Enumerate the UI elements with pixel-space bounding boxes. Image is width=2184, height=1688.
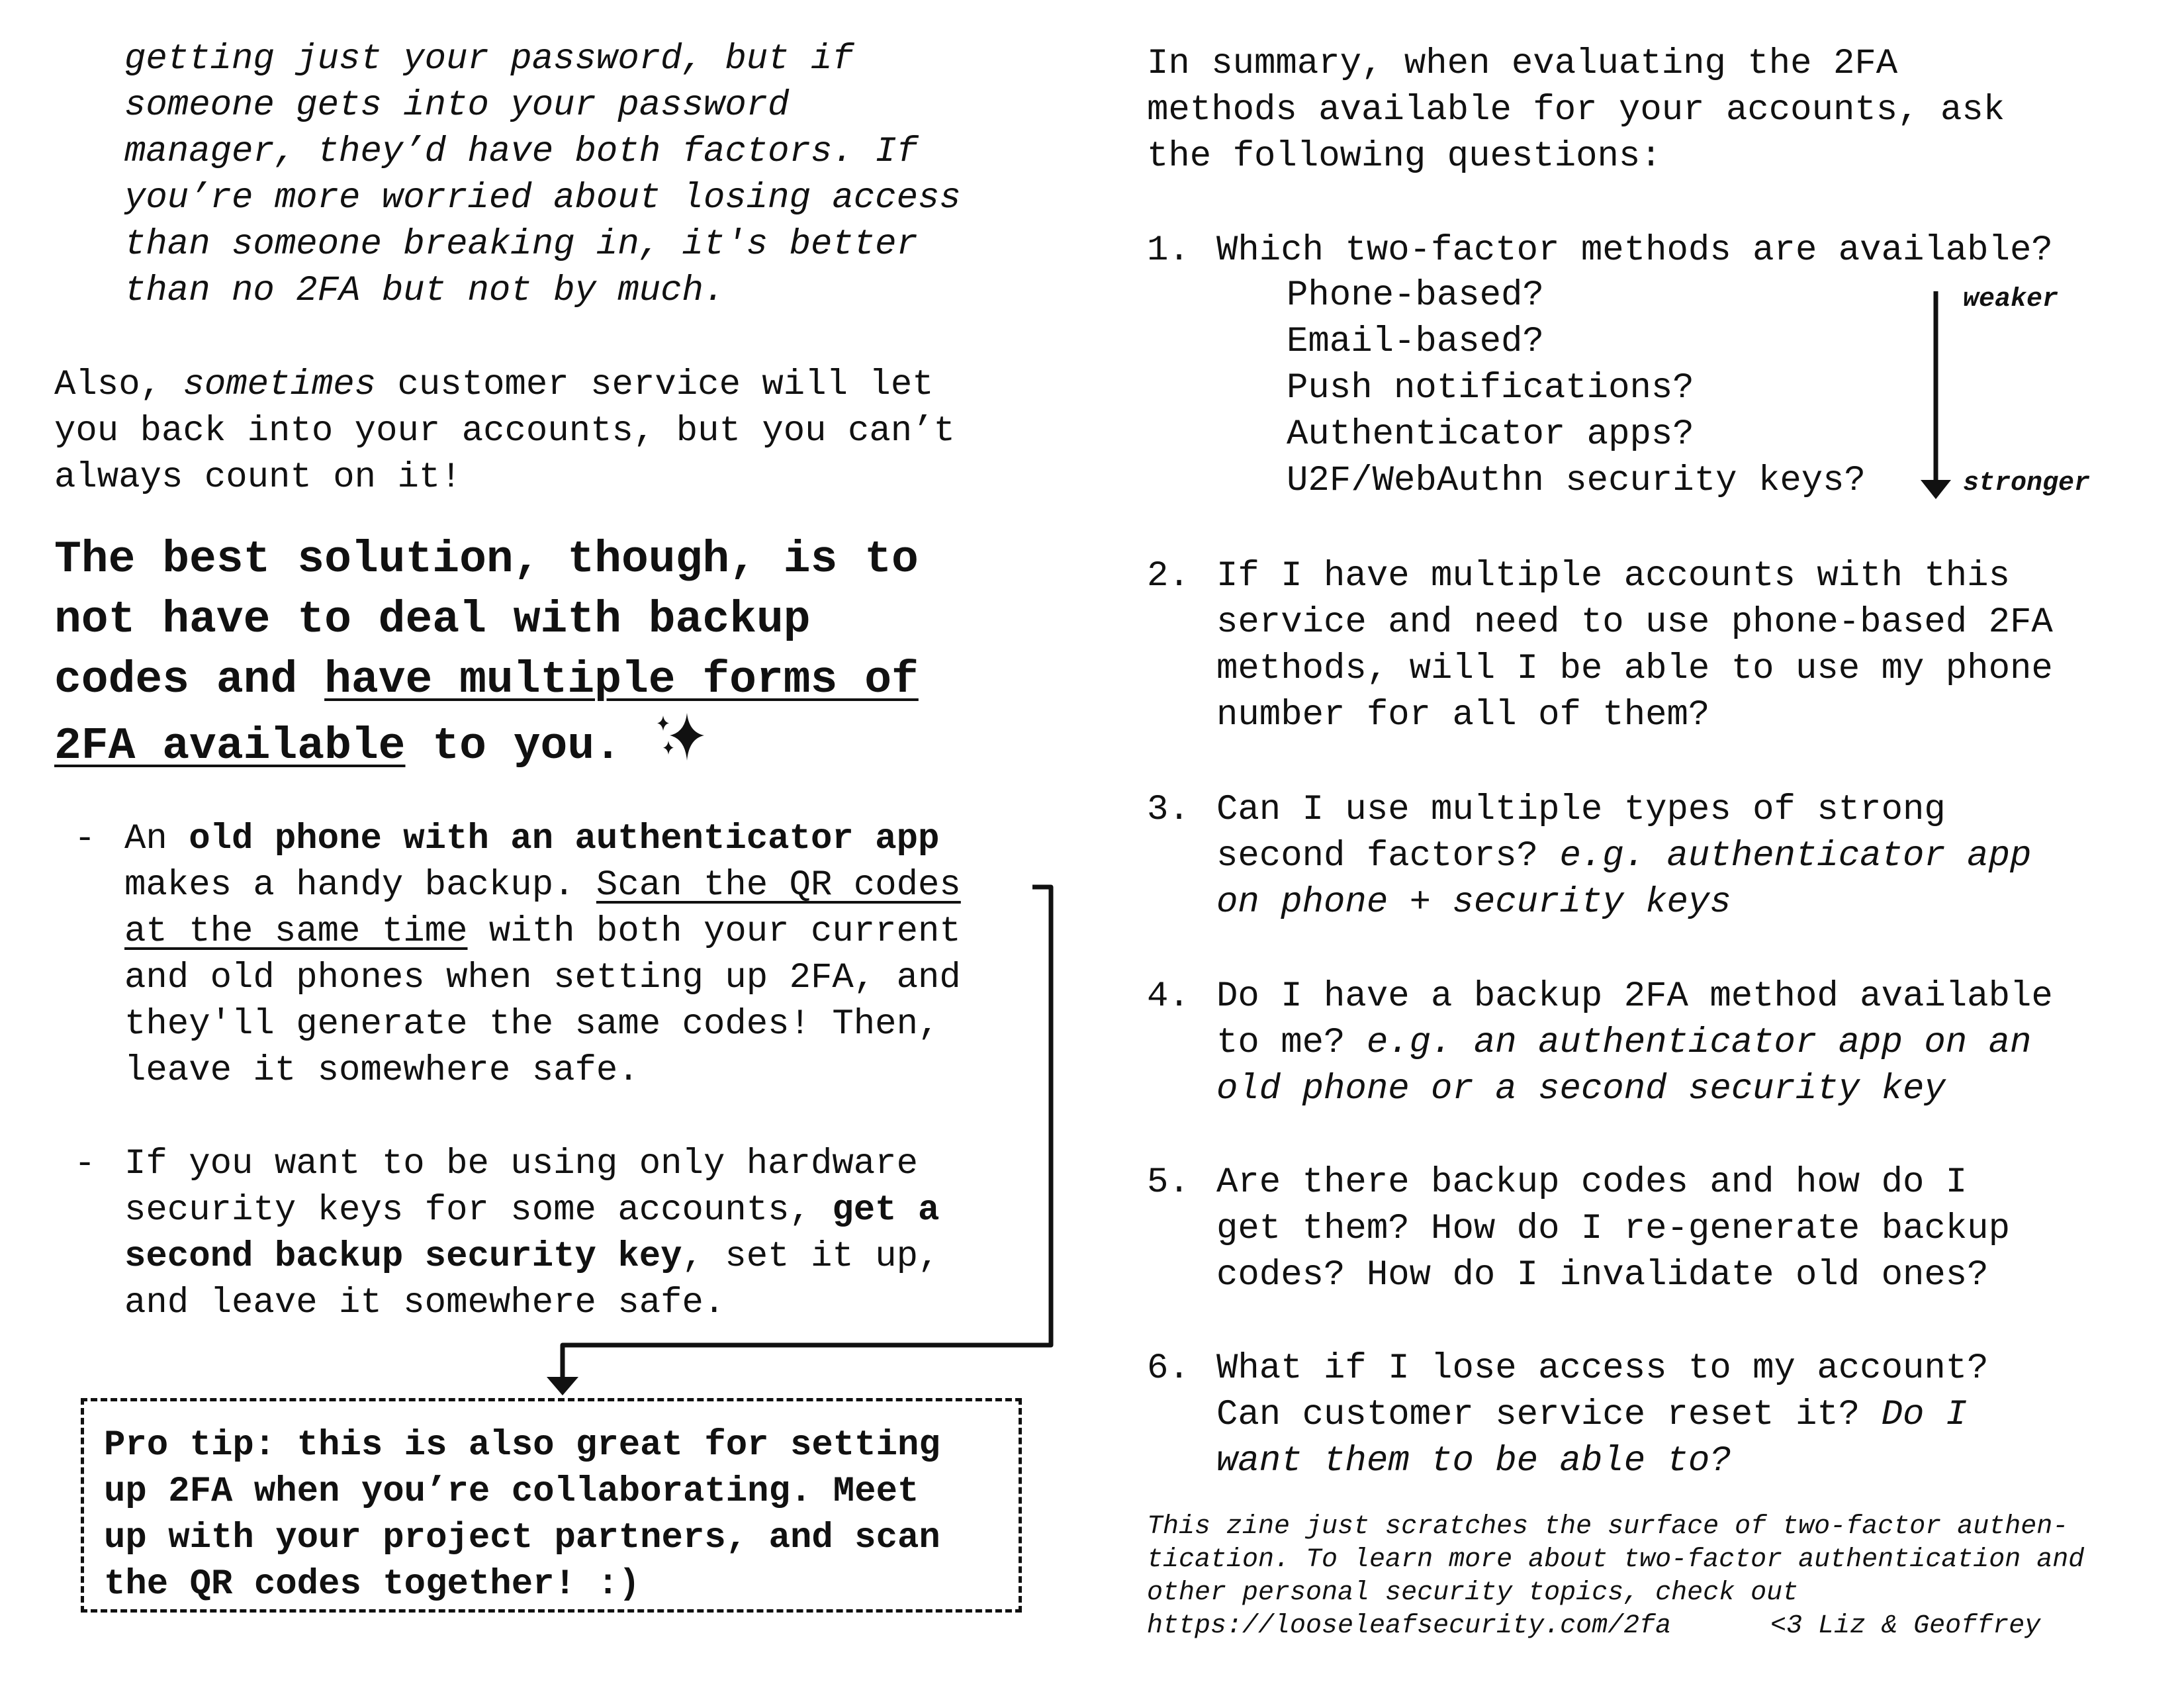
stronger-label: stronger: [1963, 469, 2091, 498]
text-line: Do I have a backup 2FA method available: [1216, 976, 2053, 1017]
method-item: Email-based?: [1287, 322, 1544, 362]
text-line: leave it somewhere safe.: [124, 1051, 639, 1091]
text-line: they'll generate the same codes! Then,: [124, 1004, 940, 1045]
text-segment: codes and: [54, 655, 325, 706]
text-line: up 2FA when you’re collaborating. Meet: [104, 1472, 919, 1512]
text-line: you back into your accounts, but you can’t: [54, 411, 956, 451]
text-line: always count on it!: [54, 457, 462, 498]
method-item: Authenticator apps?: [1287, 414, 1694, 455]
text-segment: An: [124, 819, 189, 859]
text-line: [1147, 1610, 2084, 1643]
emphasis-text: want them to be able to?: [1216, 1441, 1731, 1481]
text-line: than someone breaking in, it's better: [124, 224, 918, 265]
text-line: If you want to be using only hardware: [124, 1144, 918, 1184]
text-segment: Can customer service reset it?: [1216, 1395, 1882, 1435]
example-text: e.g. authenticator app: [1559, 836, 2032, 876]
text-segment: second factors?: [1216, 836, 1560, 876]
question-number: 6.: [1147, 1348, 1190, 1389]
text-line: number for all of them?: [1216, 695, 1710, 735]
question-number: 2.: [1147, 556, 1190, 596]
method-item: U2F/WebAuthn security keys?: [1287, 461, 1866, 501]
emphasis-text: Do I: [1881, 1395, 1968, 1435]
bullet-marker: -: [74, 819, 96, 859]
text-line: you’re more worried about losing access: [124, 178, 961, 218]
text-segment: makes a handy backup.: [124, 865, 596, 906]
question-number: 1.: [1147, 230, 1190, 271]
question-number: 5.: [1147, 1162, 1190, 1203]
text-line: tication. To learn more about two-factor authentication and: [1147, 1545, 2085, 1575]
emphasis-text: sometimes: [183, 365, 377, 405]
example-text: old phone or a second security key: [1216, 1069, 1946, 1109]
text-line: Pro tip: this is also great for setting: [104, 1425, 940, 1466]
question-text: [1216, 1160, 2010, 1299]
example-text: on phone + security keys: [1216, 882, 1731, 923]
question-number: 4.: [1147, 976, 1190, 1017]
question-text: Which two-factor methods are available?: [1216, 230, 2053, 271]
text-line: [1216, 1392, 1989, 1438]
text-segment: customer service will let: [376, 365, 934, 405]
text-line: the QR codes together! :): [104, 1564, 641, 1605]
signature: <3 Liz & Geoffrey: [1770, 1611, 2041, 1641]
text-segment: , set it up,: [682, 1237, 940, 1277]
text-line: Can I use multiple types of strong: [1216, 790, 1946, 830]
pro-tip-box: [81, 1398, 1022, 1613]
text-line: up with your project partners, and scan: [104, 1518, 940, 1558]
question-text: [1216, 974, 2053, 1113]
text-line: What if I lose access to my account?: [1216, 1348, 1989, 1389]
bullet-marker: -: [74, 1144, 96, 1184]
text-line: codes? How do I invalidate old ones?: [1216, 1255, 1989, 1295]
text-line: get them? How do I re-generate backup: [1216, 1209, 2010, 1249]
method-list: [1287, 273, 1866, 504]
question-text: [1216, 787, 2031, 926]
text-segment: to me?: [1216, 1023, 1367, 1063]
question-text: [1216, 1346, 1989, 1485]
text-line: Are there backup codes and how do I: [1216, 1162, 1968, 1203]
text-line: methods, will I be able to use my phone: [1216, 649, 2053, 689]
text-line: [1216, 1020, 2053, 1066]
footer-note: [1147, 1511, 2084, 1643]
text-line: [1216, 833, 2031, 880]
text-line: other personal security topics, check out: [1147, 1578, 1799, 1608]
text-line: In summary, when evaluating the 2FA: [1147, 44, 1898, 84]
text-line: and old phones when setting up 2FA, and: [124, 958, 961, 998]
question-number: 3.: [1147, 790, 1190, 830]
text-line: service and need to use phone-based 2FA: [1216, 602, 2053, 643]
text-line: than no 2FA but not by much.: [124, 271, 725, 311]
text-line: methods available for your accounts, ask: [1147, 90, 2005, 130]
example-text: e.g. an authenticator app on an: [1366, 1023, 2032, 1063]
underlined-text: at the same time: [124, 912, 468, 952]
text-segment: with both your current: [467, 912, 961, 952]
text-segment: security keys for some accounts,: [124, 1190, 833, 1231]
text-line: someone gets into your password: [124, 85, 790, 126]
bold-text: get a: [832, 1190, 940, 1231]
headline-line: not have to deal with backup: [54, 594, 811, 645]
text-segment: to you.: [405, 721, 621, 772]
bold-text: second backup security key: [124, 1237, 682, 1277]
text-line: If I have multiple accounts with this: [1216, 556, 2010, 596]
underlined-text: have multiple forms of: [324, 655, 919, 706]
text-line: manager, they’d have both factors. If: [124, 132, 918, 172]
text-line: and leave it somewhere safe.: [124, 1283, 725, 1323]
method-item: Phone-based?: [1287, 275, 1544, 316]
method-item: Push notifications?: [1287, 368, 1694, 408]
underlined-text: Scan the QR codes: [596, 865, 961, 906]
text-line: getting just your password, but if: [124, 39, 854, 79]
text-line: the following questions:: [1147, 136, 1662, 177]
strength-arrow-icon: [1919, 285, 1952, 503]
bold-text: old phone with an authenticator app: [189, 819, 940, 859]
footer-url: https://looseleafsecurity.com/2fa: [1147, 1611, 1672, 1641]
question-text: [1216, 553, 2053, 739]
weaker-label: weaker: [1963, 285, 2059, 314]
text-segment: Also,: [54, 365, 183, 405]
headline-line: The best solution, though, is to: [54, 534, 919, 585]
text-line: This zine just scratches the surface of two-factor authen-: [1147, 1512, 2069, 1542]
underlined-text: 2FA available: [54, 721, 406, 772]
summary-paragraph: [1147, 41, 2005, 180]
